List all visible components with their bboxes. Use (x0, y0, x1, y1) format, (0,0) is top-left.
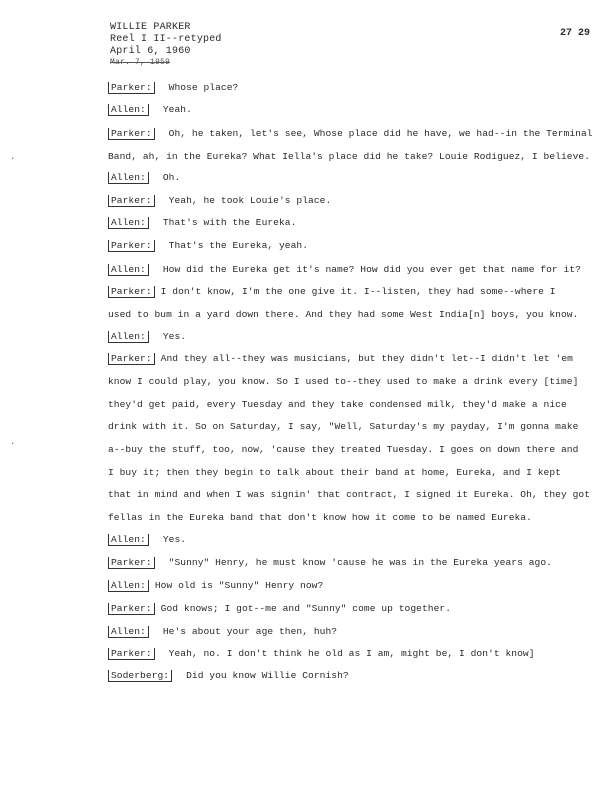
speech-text: He's about your age then, huh? (162, 626, 338, 637)
speech-text: I don't know, I'm the one give it. I--listen, they had some--where I (160, 286, 556, 297)
interviewee-name: WILLIE PARKER (110, 22, 191, 33)
speaker-label: Parker: (108, 82, 155, 94)
speech-text: "Sunny" Henry, he must know 'cause he was in the Eureka years ago. (168, 557, 552, 568)
speaker-label: Allen: (108, 534, 149, 546)
transcript-line (108, 626, 337, 638)
speech-text: Did you know Willie Cornish? (186, 670, 349, 681)
speech-text: Yeah, no. I don't think he old as I am, might be, I don't know] (168, 648, 535, 659)
speech-text: Band, ah, in the Eureka? What Iella's place did he take? Louie Rodiguez, I believe. (108, 151, 590, 162)
speech-text: That's with the Eureka. (162, 217, 297, 228)
speaker-label: Parker: (108, 128, 155, 140)
speech-text: I buy it; then they begin to talk about their band at home, Eureka, and I kept (108, 467, 561, 478)
transcript-line (108, 399, 567, 411)
speech-text: How old is "Sunny" Henry now? (154, 580, 324, 591)
transcript-line (108, 467, 561, 479)
speaker-label: Allen: (108, 626, 149, 638)
margin-mark: . (10, 437, 16, 447)
speech-text: know I could play, you know. So I used to--they used to make a drink every [time] (108, 376, 579, 387)
speech-text: they'd get paid, every Tuesday and they take condensed milk, they'd make a nice (108, 399, 567, 410)
speaker-label: Allen: (108, 217, 149, 229)
speech-text: Whose place? (168, 82, 239, 93)
transcript-line (108, 580, 323, 592)
speaker-label: Allen: (108, 580, 149, 592)
transcript-line (108, 128, 593, 140)
transcript-line (108, 444, 578, 456)
speech-text: drink with it. So on Saturday, I say, "Well, Saturday's my payday, I'm gonna make (108, 421, 579, 432)
speaker-label: Parker: (108, 195, 155, 207)
margin-mark: . (10, 152, 16, 162)
speaker-label: Parker: (108, 603, 155, 615)
transcript-line (108, 376, 578, 388)
transcript-line (108, 104, 192, 116)
transcript-line (108, 603, 451, 615)
speech-text: Yes. (162, 331, 187, 342)
transcript-line (108, 172, 180, 184)
speech-text: Oh. (162, 172, 181, 183)
transcript-line (108, 264, 581, 276)
speaker-label: Parker: (108, 557, 155, 569)
transcript-line (108, 82, 238, 94)
transcript-line (108, 286, 556, 298)
speaker-label: Allen: (108, 331, 149, 343)
transcript-line (108, 421, 578, 433)
transcript-line (108, 557, 552, 569)
speech-text: that in mind and when I was signin' that contract, I signed it Eureka. Oh, they got (108, 489, 590, 500)
speaker-label: Soderberg: (108, 670, 172, 682)
transcript-line (108, 512, 532, 524)
page-number: 27 29 (559, 28, 590, 39)
speaker-label: Allen: (108, 104, 149, 116)
speaker-label: Parker: (108, 240, 155, 252)
transcript-line (108, 489, 590, 501)
transcript-line (108, 195, 331, 207)
speaker-label: Parker: (108, 648, 155, 660)
speech-text: And they all--they was musicians, but they didn't let--I didn't let 'em (160, 353, 573, 364)
speech-text: God knows; I got--me and "Sunny" come up together. (160, 603, 452, 614)
transcript-line (108, 151, 590, 163)
speaker-label: Allen: (108, 264, 149, 276)
speech-text: Oh, he taken, let's see, Whose place did he have, we had--in the Terminal (168, 128, 593, 139)
transcript-line (108, 648, 535, 660)
transcript-line (108, 353, 573, 365)
speech-text: That's the Eureka, yeah. (168, 240, 309, 251)
speech-text: How did the Eureka get it's name? How did you ever get that name for it? (162, 264, 581, 275)
reel-label: Reel I II--retyped (110, 34, 222, 45)
speech-text: Yeah, he took Louie's place. (168, 195, 332, 206)
speech-text: used to bum in a yard down there. And they had some West India[n] boys, you know. (108, 309, 579, 320)
speech-text: Yeah. (162, 104, 192, 115)
transcript-line (108, 670, 349, 682)
speech-text: a--buy the stuff, too, now, 'cause they treated Tuesday. I goes on down there and (108, 444, 579, 455)
speech-text: fellas in the Eureka band that don't know how it come to be named Eureka. (108, 512, 532, 523)
transcript-line (108, 240, 308, 252)
speaker-label: Parker: (108, 286, 155, 298)
speaker-label: Parker: (108, 353, 155, 365)
transcript-line (108, 331, 186, 343)
speaker-label: Allen: (108, 172, 149, 184)
speech-text: Yes. (162, 534, 187, 545)
struck-date: Mar. 7, 1959 (110, 58, 171, 67)
transcript-line (108, 309, 578, 321)
transcript-line (108, 534, 186, 546)
interview-date: April 6, 1960 (110, 46, 191, 57)
transcript-line (108, 217, 296, 229)
